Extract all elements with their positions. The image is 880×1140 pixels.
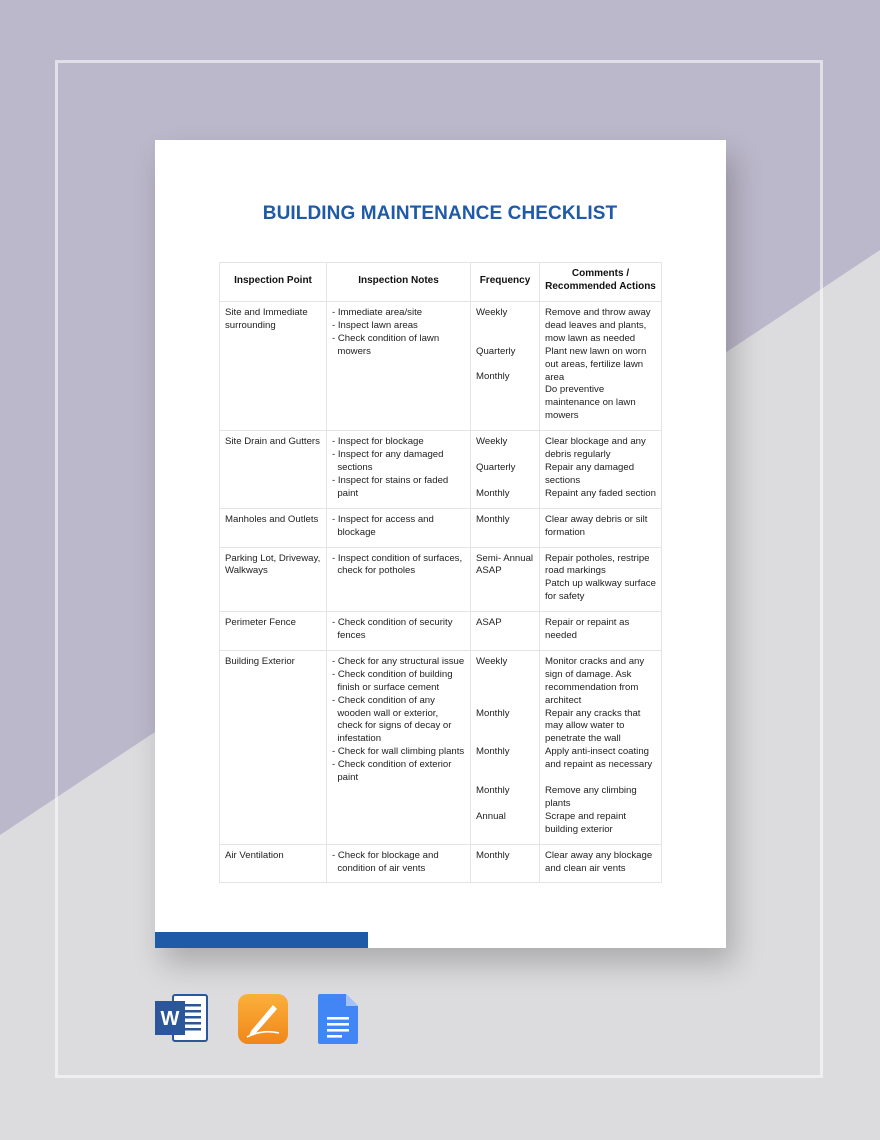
blank-line [545, 772, 656, 785]
cell-line: Manholes and Outlets [225, 513, 319, 525]
cell-inspection-notes [327, 302, 471, 431]
cell-line: - Check for any structural issue [332, 655, 465, 667]
cell-line: dead leaves and plants, [545, 319, 647, 331]
cell-line: recommendation from [545, 681, 639, 693]
cell-line: Repair or repaint as [545, 617, 630, 629]
blank-line [476, 333, 534, 346]
cell-line: paint [332, 487, 359, 499]
cell-inspection-notes [327, 508, 471, 547]
cell-line: area [545, 371, 565, 383]
blank-line [476, 759, 534, 772]
cell-line: Clear away debris or silt [545, 513, 648, 525]
table-row [220, 508, 662, 547]
cell-line: - Check condition of security [332, 617, 453, 629]
cell-line: - Inspect condition of surfaces, [332, 552, 463, 564]
cell-line: - Inspect for access and [332, 513, 434, 525]
cell-line: - Inspect for any damaged [332, 449, 444, 461]
cell-line: - Check condition of any [332, 694, 435, 706]
cell-inspection-point [220, 302, 327, 431]
blank-line [476, 798, 534, 811]
cell-line: Monthly [476, 707, 510, 719]
cell-line: Repair any damaged [545, 461, 635, 473]
cell-line: sections [332, 461, 373, 473]
cell-inspection-notes [327, 431, 471, 509]
cell-line: ASAP [476, 617, 502, 629]
cell-line: Scrape and repaint [545, 810, 627, 822]
cell-line: building exterior [545, 823, 613, 835]
cell-line: Apply anti-insect coating [545, 746, 649, 758]
cell-line: Remove and throw away [545, 307, 651, 318]
cell-line: Perimeter Fence [225, 617, 296, 629]
footer-accent-bar [155, 932, 368, 948]
cell-line: out areas, fertilize lawn [545, 358, 644, 370]
cell-line: Do preventive [545, 384, 605, 396]
blank-line [476, 682, 534, 695]
cell-frequency [471, 612, 540, 651]
cell-inspection-point [220, 508, 327, 547]
table-row [220, 612, 662, 651]
cell-line: maintenance on lawn [545, 397, 636, 409]
cell-line: finish or surface cement [332, 681, 440, 693]
word-icon[interactable] [155, 993, 209, 1043]
cell-inspection-notes [327, 844, 471, 883]
cell-line: - Inspect lawn areas [332, 319, 418, 331]
document-title: BUILDING MAINTENANCE CHECKLIST [262, 203, 618, 224]
cell-line: Air Ventilation [225, 849, 284, 861]
cell-line: Quarterly [476, 345, 516, 357]
cell-inspection-point [220, 844, 327, 883]
cell-line: Clear away any blockage [545, 849, 653, 861]
cell-line: Site and Immediate [225, 307, 308, 318]
table-row [220, 844, 662, 883]
cell-line: Repair any cracks that [545, 707, 641, 719]
cell-comments [540, 612, 662, 651]
cell-frequency [471, 844, 540, 883]
cell-line: Repaint any faded section [545, 487, 656, 499]
svg-text:W: W [160, 1008, 180, 1030]
cell-comments [540, 508, 662, 547]
cell-line: Site Drain and Gutters [225, 436, 320, 448]
cell-line: Weekly [476, 436, 508, 448]
cell-comments [540, 302, 662, 431]
cell-comments [540, 650, 662, 844]
cell-inspection-notes [327, 547, 471, 612]
cell-comments [540, 844, 662, 883]
blank-line [476, 695, 534, 708]
cell-line: formation [545, 526, 585, 538]
header-inspection-notes: Inspection Notes [327, 263, 471, 302]
cell-inspection-point [220, 612, 327, 651]
cell-line: Repair potholes, restripe [545, 552, 650, 564]
cell-line: Parking Lot, Driveway, [225, 552, 321, 564]
cell-line: - Check for wall climbing plants [332, 746, 465, 758]
cell-inspection-point [220, 547, 327, 612]
cell-line: - Inspect for stains or faded [332, 474, 449, 486]
blank-line [476, 733, 534, 746]
cell-line: sections [545, 474, 581, 486]
cell-inspection-point [220, 650, 327, 844]
cell-line: mow lawn as needed [545, 332, 636, 344]
cell-line: blockage [332, 526, 376, 538]
cell-line: check for signs of decay or [332, 720, 452, 732]
cell-line: debris regularly [545, 449, 611, 461]
cell-line: Monitor cracks and any [545, 655, 645, 667]
cell-line: Monthly [476, 371, 510, 383]
cell-line: needed [545, 630, 578, 642]
cell-line: and clean air vents [545, 862, 626, 874]
cell-frequency [471, 508, 540, 547]
cell-inspection-notes [327, 650, 471, 844]
cell-comments [540, 547, 662, 612]
cell-line: Monthly [476, 513, 510, 525]
cell-line: infestation [332, 733, 382, 745]
cell-line: Monthly [476, 784, 510, 796]
blank-line [476, 449, 534, 462]
cell-inspection-point [220, 431, 327, 509]
cell-line: plants [545, 797, 571, 809]
cell-line: road markings [545, 565, 606, 577]
cell-comments [540, 431, 662, 509]
cell-line: Annual [476, 810, 506, 822]
blank-line [476, 475, 534, 488]
blank-line [476, 669, 534, 682]
cell-line: - Check condition of lawn [332, 332, 440, 344]
blank-line [476, 772, 534, 785]
cell-line: Building Exterior [225, 655, 295, 667]
cell-line: Monthly [476, 746, 510, 758]
cell-line: Quarterly [476, 461, 516, 473]
table-header-row [220, 263, 662, 302]
cell-line: Semi- Annual [476, 552, 534, 564]
table-row [220, 431, 662, 509]
cell-line: mowers [332, 345, 371, 357]
table-row [220, 650, 662, 844]
header-frequency: Frequency [471, 263, 540, 302]
cell-line: sign of damage. Ask [545, 668, 632, 680]
header-inspection-point: Inspection Point [220, 263, 327, 302]
cell-frequency [471, 547, 540, 612]
cell-line: penetrate the wall [545, 733, 621, 745]
cell-line: Weekly [476, 655, 508, 667]
table-row [220, 547, 662, 612]
cell-line: Plant new lawn on worn [545, 345, 647, 357]
cell-line: mowers [545, 410, 579, 422]
blank-line [476, 320, 534, 333]
google-docs-icon[interactable] [317, 993, 359, 1045]
cell-line: wooden wall or exterior, [332, 707, 439, 719]
cell-frequency [471, 431, 540, 509]
cell-frequency [471, 302, 540, 431]
pages-icon[interactable] [237, 993, 289, 1045]
cell-line: Remove any climbing [545, 784, 637, 796]
cell-line: paint [332, 772, 359, 784]
cell-inspection-notes [327, 612, 471, 651]
cell-line: Monthly [476, 849, 510, 861]
cell-line: Weekly [476, 307, 508, 318]
cell-line: Monthly [476, 487, 510, 499]
cell-line: Patch up walkway surface [545, 578, 656, 590]
cell-line: architect [545, 694, 582, 706]
cell-line: - Inspect for blockage [332, 436, 424, 448]
cell-line: Clear blockage and any [545, 436, 646, 448]
cell-line: Walkways [225, 565, 268, 577]
cell-line: condition of air vents [332, 862, 426, 874]
cell-frequency [471, 650, 540, 844]
header-comments: Comments / Recommended Actions [540, 263, 662, 302]
cell-line: - Immediate area/site [332, 307, 423, 318]
checklist-table [219, 262, 662, 883]
cell-line: - Check condition of exterior [332, 759, 452, 771]
cell-line: surrounding [225, 319, 276, 331]
cell-line: - Check condition of building [332, 668, 453, 680]
cell-line: and repaint as necessary [545, 759, 653, 771]
cell-line: ASAP [476, 565, 502, 577]
cell-line: - Check for blockage and [332, 849, 439, 861]
cell-line: check for potholes [332, 565, 416, 577]
cell-line: for safety [545, 591, 585, 603]
cell-line: may allow water to [545, 720, 625, 732]
blank-line [476, 720, 534, 733]
cell-line: fences [332, 630, 366, 642]
table-row [220, 302, 662, 431]
blank-line [476, 359, 534, 372]
